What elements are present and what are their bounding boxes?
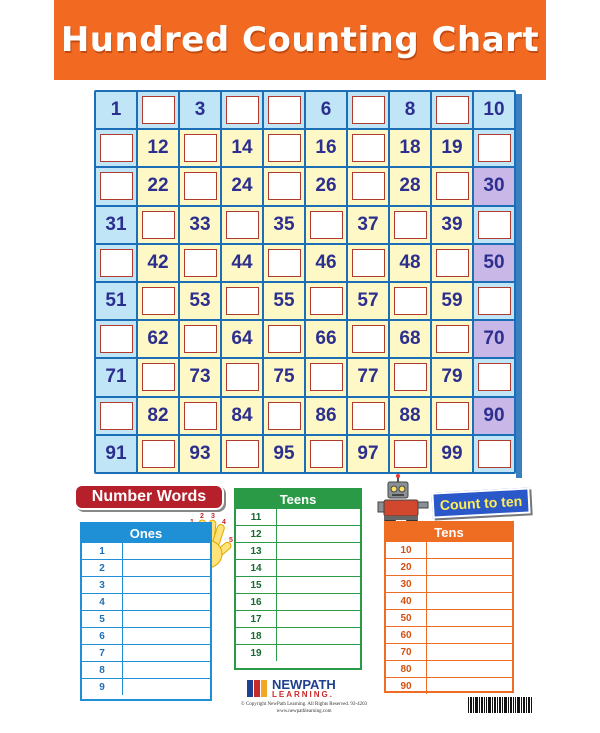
table-row bbox=[236, 593, 360, 610]
grid-number: 57 bbox=[348, 283, 388, 319]
write-in-field[interactable] bbox=[426, 644, 512, 660]
row-number: 16 bbox=[250, 596, 262, 608]
blank-box[interactable] bbox=[226, 440, 259, 468]
row-number: 2 bbox=[99, 562, 105, 574]
blank-box[interactable] bbox=[226, 96, 259, 124]
blank-box[interactable] bbox=[268, 172, 301, 200]
grid-number: 42 bbox=[138, 245, 178, 281]
grid-number: 82 bbox=[138, 398, 178, 434]
blank-box[interactable] bbox=[100, 325, 133, 353]
table-row bbox=[386, 541, 512, 558]
row-number: 7 bbox=[99, 647, 105, 659]
grid-number: 91 bbox=[96, 436, 136, 472]
grid-number: 90 bbox=[474, 398, 514, 434]
blank-box[interactable] bbox=[310, 440, 343, 468]
hand-number-4: 4 bbox=[222, 519, 226, 526]
grid-number: 73 bbox=[180, 359, 220, 395]
write-in-field[interactable] bbox=[276, 509, 360, 525]
grid-blank-cell bbox=[432, 92, 472, 128]
write-in-field[interactable] bbox=[426, 661, 512, 677]
grid-blank-cell bbox=[264, 92, 304, 128]
grid-blank-cell bbox=[96, 168, 136, 204]
ones-rows bbox=[82, 542, 210, 695]
write-in-field[interactable] bbox=[426, 542, 512, 558]
write-in-field[interactable] bbox=[122, 679, 210, 695]
grid-blank-cell bbox=[474, 130, 514, 166]
grid-number: 3 bbox=[180, 92, 220, 128]
blank-box[interactable] bbox=[184, 134, 217, 162]
grid-blank-cell bbox=[432, 168, 472, 204]
blank-box[interactable] bbox=[184, 402, 217, 430]
grid-number: 66 bbox=[306, 321, 346, 357]
grid-number: 59 bbox=[432, 283, 472, 319]
grid-number: 39 bbox=[432, 207, 472, 243]
table-row bbox=[236, 525, 360, 542]
grid-number: 70 bbox=[474, 321, 514, 357]
blank-box[interactable] bbox=[478, 287, 511, 315]
row-number: 60 bbox=[400, 629, 412, 641]
write-in-field[interactable] bbox=[276, 577, 360, 593]
tens-table bbox=[384, 521, 514, 693]
grid-number: 93 bbox=[180, 436, 220, 472]
copyright-line1: © Copyright NewPath Learning. All Rights Reserved. 93-4203 bbox=[240, 702, 368, 707]
hand-number-5: 5 bbox=[229, 537, 233, 544]
table-row bbox=[82, 542, 210, 559]
blank-box[interactable] bbox=[394, 440, 427, 468]
table-row bbox=[236, 644, 360, 661]
row-number: 8 bbox=[99, 664, 105, 676]
blank-box[interactable] bbox=[310, 363, 343, 391]
grid-blank-cell bbox=[96, 321, 136, 357]
grid-number: 10 bbox=[474, 92, 514, 128]
grid-number: 37 bbox=[348, 207, 388, 243]
grid-number: 75 bbox=[264, 359, 304, 395]
blank-box[interactable] bbox=[226, 287, 259, 315]
grid-number: 95 bbox=[264, 436, 304, 472]
table-row bbox=[82, 559, 210, 576]
blank-box[interactable] bbox=[352, 172, 385, 200]
grid-number: 68 bbox=[390, 321, 430, 357]
blank-box[interactable] bbox=[268, 249, 301, 277]
grid-blank-cell bbox=[474, 283, 514, 319]
grid-number: 35 bbox=[264, 207, 304, 243]
blank-box[interactable] bbox=[394, 211, 427, 239]
write-in-field[interactable] bbox=[426, 576, 512, 592]
grid-number: 62 bbox=[138, 321, 178, 357]
hand-number-2: 2 bbox=[200, 513, 204, 520]
grid-blank-cell bbox=[432, 321, 472, 357]
grid-blank-cell bbox=[432, 398, 472, 434]
page-title: Hundred Counting Chart bbox=[60, 20, 540, 60]
blank-box[interactable] bbox=[394, 363, 427, 391]
tens-header: Tens bbox=[386, 523, 512, 541]
barcode-icon bbox=[466, 696, 536, 718]
grid-blank-cell bbox=[180, 398, 220, 434]
blank-box[interactable] bbox=[310, 211, 343, 239]
grid-blank-cell bbox=[306, 359, 346, 395]
blank-box[interactable] bbox=[100, 249, 133, 277]
blank-box[interactable] bbox=[268, 402, 301, 430]
blank-box[interactable] bbox=[352, 325, 385, 353]
row-number: 1 bbox=[99, 545, 105, 557]
grid-blank-cell bbox=[222, 436, 262, 472]
table-row bbox=[82, 576, 210, 593]
grid-number: 31 bbox=[96, 207, 136, 243]
website-link: www.newpathlearning.com bbox=[276, 708, 332, 714]
grid-blank-cell bbox=[390, 207, 430, 243]
grid-number: 50 bbox=[474, 245, 514, 281]
blank-box[interactable] bbox=[142, 363, 175, 391]
blank-box[interactable] bbox=[436, 172, 469, 200]
hundred-grid bbox=[96, 92, 514, 472]
grid-number: 99 bbox=[432, 436, 472, 472]
grid-blank-cell bbox=[264, 168, 304, 204]
grid-blank-cell bbox=[348, 245, 388, 281]
newpath-logo bbox=[246, 674, 356, 702]
grid-number: 18 bbox=[390, 130, 430, 166]
blank-box[interactable] bbox=[268, 96, 301, 124]
blank-box[interactable] bbox=[436, 96, 469, 124]
write-in-field[interactable] bbox=[426, 593, 512, 609]
ones-header: Ones bbox=[82, 524, 210, 542]
grid-blank-cell bbox=[222, 283, 262, 319]
grid-number: 14 bbox=[222, 130, 262, 166]
grid-blank-cell bbox=[390, 283, 430, 319]
poster bbox=[54, 0, 546, 733]
grid-number: 53 bbox=[180, 283, 220, 319]
grid-number: 77 bbox=[348, 359, 388, 395]
grid-number: 12 bbox=[138, 130, 178, 166]
grid-blank-cell bbox=[432, 245, 472, 281]
write-in-field[interactable] bbox=[276, 645, 360, 661]
grid-blank-cell bbox=[474, 359, 514, 395]
grid-blank-cell bbox=[138, 436, 178, 472]
grid-number: 26 bbox=[306, 168, 346, 204]
blank-box[interactable] bbox=[142, 440, 175, 468]
grid-number: 64 bbox=[222, 321, 262, 357]
row-number: 9 bbox=[99, 681, 105, 693]
tens-rows bbox=[386, 541, 512, 694]
write-in-field[interactable] bbox=[122, 577, 210, 593]
book-icon bbox=[246, 677, 268, 699]
write-in-field[interactable] bbox=[122, 560, 210, 576]
grid-blank-cell bbox=[306, 436, 346, 472]
grid-blank-cell bbox=[264, 245, 304, 281]
title-banner bbox=[54, 0, 546, 80]
blank-box[interactable] bbox=[436, 249, 469, 277]
table-row bbox=[386, 558, 512, 575]
grid-number: 97 bbox=[348, 436, 388, 472]
write-in-field[interactable] bbox=[426, 678, 512, 694]
table-row bbox=[82, 610, 210, 627]
grid-blank-cell bbox=[222, 207, 262, 243]
grid-blank-cell bbox=[348, 321, 388, 357]
table-row bbox=[82, 678, 210, 695]
grid-blank-cell bbox=[96, 130, 136, 166]
blank-box[interactable] bbox=[142, 96, 175, 124]
blank-box[interactable] bbox=[142, 211, 175, 239]
row-number: 14 bbox=[250, 562, 262, 574]
grid-blank-cell bbox=[222, 92, 262, 128]
blank-box[interactable] bbox=[478, 134, 511, 162]
write-in-field[interactable] bbox=[426, 627, 512, 643]
row-number: 13 bbox=[250, 545, 262, 557]
table-row bbox=[386, 609, 512, 626]
table-row bbox=[386, 575, 512, 592]
grid-number: 6 bbox=[306, 92, 346, 128]
grid-number: 28 bbox=[390, 168, 430, 204]
grid-blank-cell bbox=[96, 398, 136, 434]
row-number: 5 bbox=[99, 613, 105, 625]
blank-box[interactable] bbox=[478, 363, 511, 391]
blank-box[interactable] bbox=[142, 287, 175, 315]
grid-number: 30 bbox=[474, 168, 514, 204]
row-number: 40 bbox=[400, 595, 412, 607]
write-in-field[interactable] bbox=[276, 594, 360, 610]
grid-number: 51 bbox=[96, 283, 136, 319]
blank-box[interactable] bbox=[352, 134, 385, 162]
table-row bbox=[386, 626, 512, 643]
write-in-field[interactable] bbox=[426, 559, 512, 575]
table-row bbox=[82, 644, 210, 661]
grid-blank-cell bbox=[264, 398, 304, 434]
blank-box[interactable] bbox=[478, 440, 511, 468]
grid-number: 48 bbox=[390, 245, 430, 281]
grid-number: 24 bbox=[222, 168, 262, 204]
row-number: 18 bbox=[250, 630, 262, 642]
blank-box[interactable] bbox=[436, 402, 469, 430]
grid-number: 55 bbox=[264, 283, 304, 319]
write-in-field[interactable] bbox=[276, 628, 360, 644]
grid-blank-cell bbox=[348, 130, 388, 166]
row-number: 50 bbox=[400, 612, 412, 624]
grid-blank-cell bbox=[180, 245, 220, 281]
grid-number: 19 bbox=[432, 130, 472, 166]
blank-box[interactable] bbox=[352, 96, 385, 124]
number-words-label: Number Words bbox=[74, 484, 224, 510]
grid-number: 84 bbox=[222, 398, 262, 434]
row-number: 10 bbox=[400, 544, 412, 556]
blank-box[interactable] bbox=[436, 325, 469, 353]
blank-box[interactable] bbox=[268, 325, 301, 353]
row-number: 90 bbox=[400, 680, 412, 692]
hand-number-3: 3 bbox=[211, 513, 215, 520]
teens-rows bbox=[236, 508, 360, 661]
blank-box[interactable] bbox=[184, 325, 217, 353]
grid-blank-cell bbox=[138, 207, 178, 243]
row-number: 11 bbox=[250, 511, 262, 523]
teens-table bbox=[234, 488, 362, 670]
grid-number: 1 bbox=[96, 92, 136, 128]
table-row bbox=[82, 661, 210, 678]
write-in-field[interactable] bbox=[276, 543, 360, 559]
write-in-field[interactable] bbox=[122, 662, 210, 678]
row-number: 3 bbox=[99, 579, 105, 591]
grid-number: 88 bbox=[390, 398, 430, 434]
grid-blank-cell bbox=[348, 92, 388, 128]
blank-box[interactable] bbox=[184, 172, 217, 200]
blank-box[interactable] bbox=[352, 249, 385, 277]
grid-blank-cell bbox=[306, 207, 346, 243]
grid-number: 22 bbox=[138, 168, 178, 204]
write-in-field[interactable] bbox=[276, 526, 360, 542]
row-number: 70 bbox=[400, 646, 412, 658]
table-row bbox=[236, 627, 360, 644]
grid-blank-cell bbox=[390, 436, 430, 472]
write-in-field[interactable] bbox=[426, 610, 512, 626]
table-row bbox=[386, 592, 512, 609]
grid-number: 33 bbox=[180, 207, 220, 243]
grid-number: 86 bbox=[306, 398, 346, 434]
row-number: 6 bbox=[99, 630, 105, 642]
grid-blank-cell bbox=[348, 168, 388, 204]
table-row bbox=[236, 542, 360, 559]
row-number: 4 bbox=[99, 596, 105, 608]
grid-blank-cell bbox=[138, 92, 178, 128]
write-in-field[interactable] bbox=[276, 611, 360, 627]
row-number: 17 bbox=[250, 613, 262, 625]
write-in-field[interactable] bbox=[276, 560, 360, 576]
table-row bbox=[236, 610, 360, 627]
count-to-ten-label: Count to ten bbox=[431, 487, 530, 518]
blank-box[interactable] bbox=[100, 172, 133, 200]
row-number: 20 bbox=[400, 561, 412, 573]
blank-box[interactable] bbox=[226, 363, 259, 391]
write-in-field[interactable] bbox=[122, 594, 210, 610]
blank-box[interactable] bbox=[352, 402, 385, 430]
write-in-field[interactable] bbox=[122, 628, 210, 644]
blank-box[interactable] bbox=[394, 287, 427, 315]
grid-blank-cell bbox=[180, 130, 220, 166]
copyright-notice bbox=[204, 702, 404, 715]
logo-line2: LEARNING. bbox=[272, 689, 334, 699]
grid-number: 46 bbox=[306, 245, 346, 281]
logo-line1: NEWPATH bbox=[272, 676, 336, 692]
grid-blank-cell bbox=[390, 359, 430, 395]
grid-blank-cell bbox=[138, 283, 178, 319]
grid-blank-cell bbox=[306, 283, 346, 319]
table-row bbox=[386, 643, 512, 660]
blank-box[interactable] bbox=[226, 211, 259, 239]
row-number: 30 bbox=[400, 578, 412, 590]
write-in-field[interactable] bbox=[122, 645, 210, 661]
row-number: 80 bbox=[400, 663, 412, 675]
grid-blank-cell bbox=[474, 436, 514, 472]
grid-blank-cell bbox=[180, 321, 220, 357]
grid-blank-cell bbox=[222, 359, 262, 395]
blank-box[interactable] bbox=[100, 402, 133, 430]
grid-number: 8 bbox=[390, 92, 430, 128]
blank-box[interactable] bbox=[184, 249, 217, 277]
blank-box[interactable] bbox=[268, 134, 301, 162]
grid-number: 71 bbox=[96, 359, 136, 395]
teens-header: Teens bbox=[236, 490, 360, 508]
write-in-field[interactable] bbox=[122, 611, 210, 627]
grid-blank-cell bbox=[180, 168, 220, 204]
table-row bbox=[386, 677, 512, 694]
table-row bbox=[236, 576, 360, 593]
grid-shadow bbox=[516, 94, 522, 478]
table-row bbox=[386, 660, 512, 677]
blank-box[interactable] bbox=[100, 134, 133, 162]
grid-number: 79 bbox=[432, 359, 472, 395]
table-row bbox=[82, 593, 210, 610]
table-row bbox=[236, 559, 360, 576]
hundred-grid-frame bbox=[94, 90, 516, 474]
table-row bbox=[236, 508, 360, 525]
grid-blank-cell bbox=[138, 359, 178, 395]
grid-blank-cell bbox=[264, 321, 304, 357]
blank-box[interactable] bbox=[478, 211, 511, 239]
grid-number: 16 bbox=[306, 130, 346, 166]
grid-blank-cell bbox=[264, 130, 304, 166]
grid-blank-cell bbox=[96, 245, 136, 281]
row-number: 15 bbox=[250, 579, 262, 591]
grid-blank-cell bbox=[474, 207, 514, 243]
table-row bbox=[82, 627, 210, 644]
ones-table bbox=[80, 522, 212, 701]
blank-box[interactable] bbox=[310, 287, 343, 315]
grid-number: 44 bbox=[222, 245, 262, 281]
grid-blank-cell bbox=[348, 398, 388, 434]
row-number: 12 bbox=[250, 528, 262, 540]
row-number: 19 bbox=[250, 647, 262, 659]
write-in-field[interactable] bbox=[122, 543, 210, 559]
